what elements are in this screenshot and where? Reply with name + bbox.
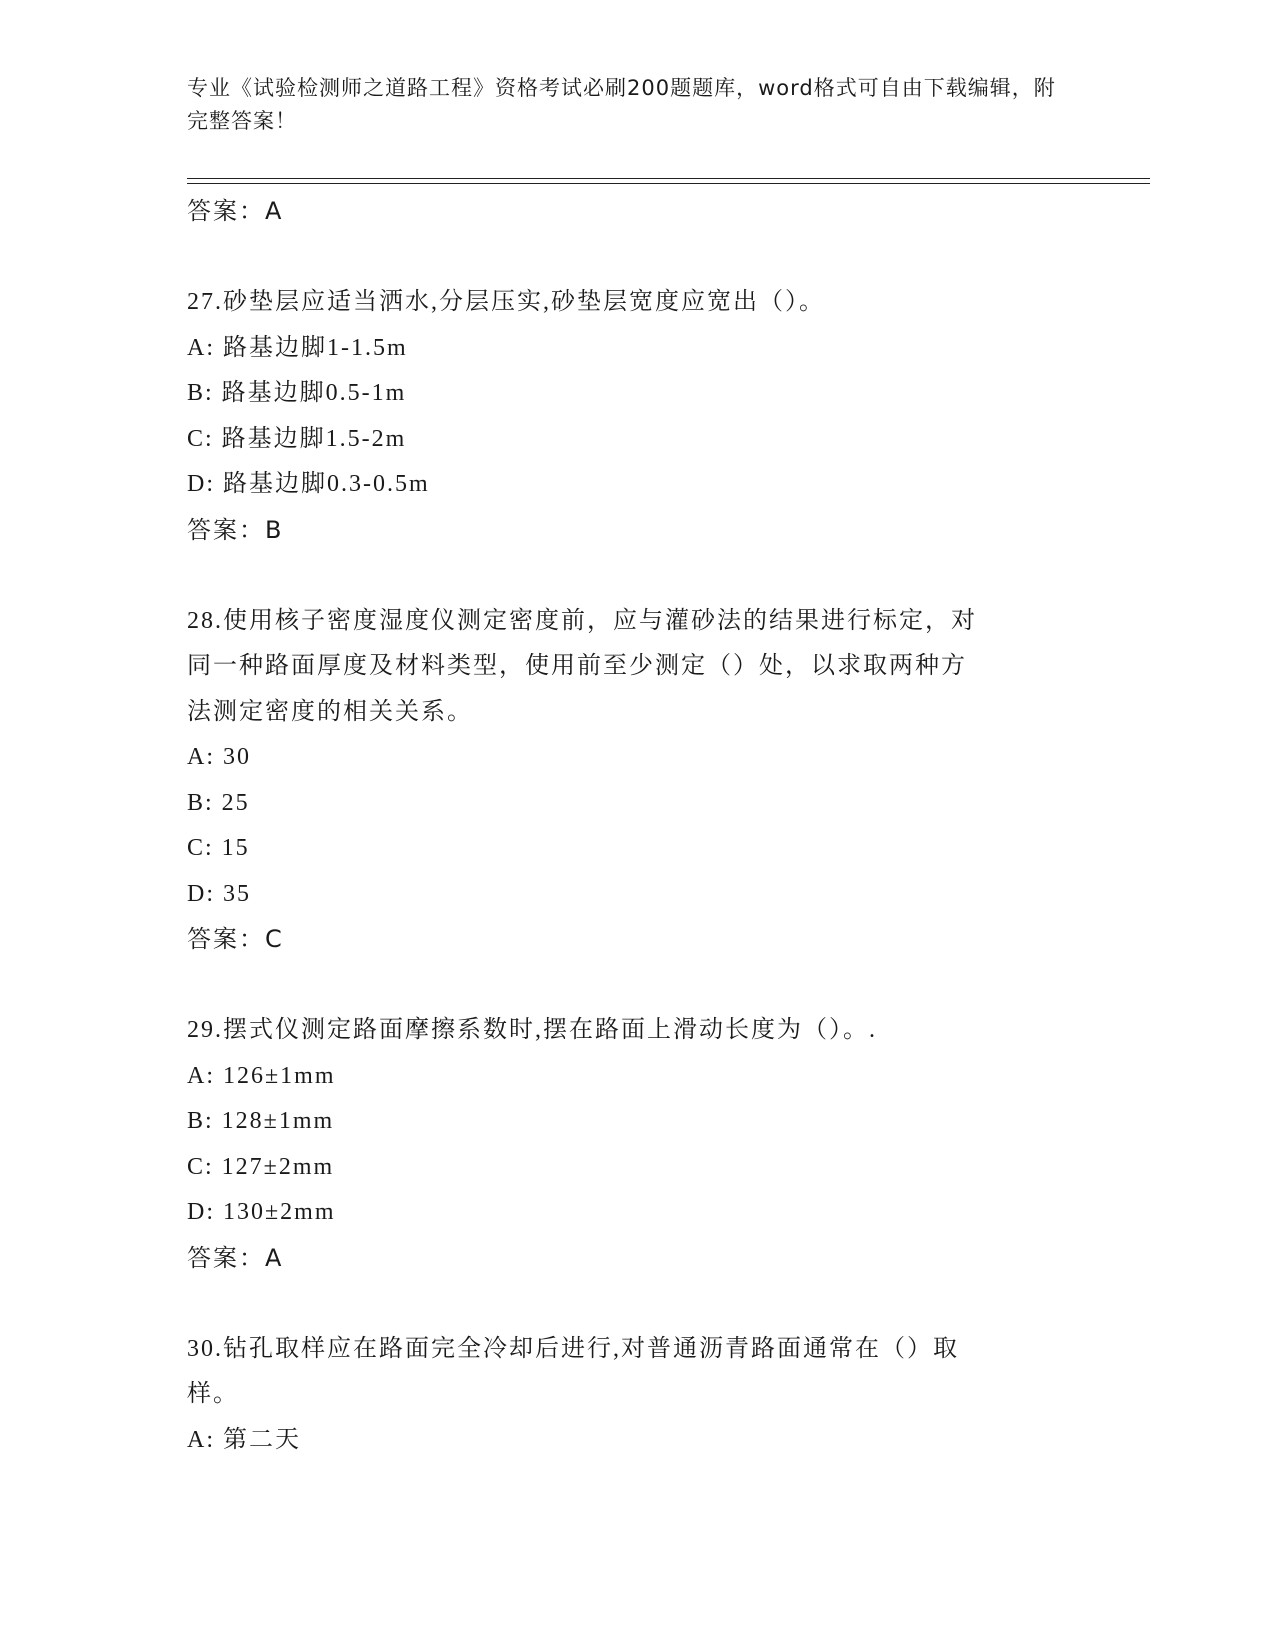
option-d: D: 路基边脚0.3-0.5m (187, 471, 430, 497)
question-text: 28.使用核子密度湿度仪测定密度前，应与灌砂法的结果进行标定，对 (187, 607, 977, 634)
question-text: 30.钻孔取样应在路面完全冷却后进行,对普通沥青路面通常在（）取 (187, 1335, 959, 1362)
question-block (187, 599, 1087, 963)
option-b: B: 25 (187, 789, 250, 816)
option-c: C: 127±2mm (187, 1153, 335, 1180)
question-text: 27.砂垫层应适当洒水,分层压实,砂垫层宽度应宽出（）。 (187, 289, 825, 315)
question-text: 29.摆式仪测定路面摩擦系数时,摆在路面上滑动长度为（）。. (187, 1017, 877, 1043)
option-b: B: 128±1mm (187, 1108, 335, 1134)
option-a: A: 126±1mm (187, 1062, 336, 1089)
question-text: 同一种路面厚度及材料类型，使用前至少测定（）处，以求取两种方 (187, 653, 967, 679)
option-a: A: 路基边脚1-1.5m (187, 334, 408, 361)
question-text: 样。 (187, 1381, 239, 1407)
option-a: A: 30 (187, 744, 251, 770)
question-text: 法测定密度的相关关系。 (187, 698, 473, 725)
answer-line: 答案：C (187, 925, 284, 953)
option-a: A: 第二天 (187, 1426, 301, 1453)
option-d: D: 130±2mm (187, 1199, 336, 1225)
question-block (187, 1008, 1087, 1281)
answer-line: 答案：A (187, 1243, 284, 1272)
header-rule-bottom (187, 183, 1150, 184)
answer-line: 答案：A (187, 197, 284, 225)
option-b: B: 路基边脚0.5-1m (187, 380, 407, 406)
answer-line: 答案：B (187, 515, 284, 544)
question-block (187, 1327, 1087, 1464)
option-c: C: 15 (187, 835, 250, 861)
document-header: 专业《试验检测师之道路工程》资格考试必刷200题题库，word格式可自由下载编辑，附完整答案！ (187, 76, 1056, 133)
header-rule-top (187, 178, 1150, 179)
option-d: D: 35 (187, 880, 251, 907)
option-c: C: 路基边脚1.5-2m (187, 425, 407, 452)
question-block (187, 280, 1087, 553)
question-list (187, 189, 1087, 1463)
